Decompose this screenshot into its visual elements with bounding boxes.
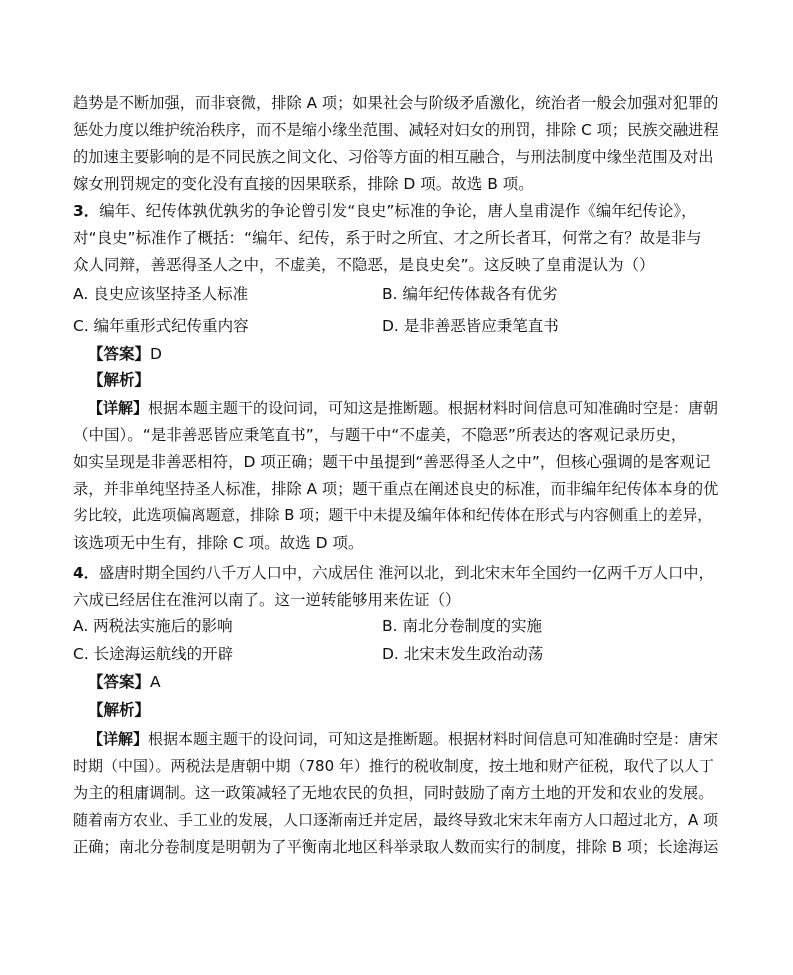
q4-stem-text-1: 盛唐时期全国约八千万人口中，六成居住 淮河以北，到北宋末年全国约一亿两千万人口中， — [98, 564, 714, 582]
q3-answer — [88, 344, 736, 366]
q4-analysis-label — [88, 700, 736, 722]
q3-stem-line-2: 对“良史”标准作了概括：“编年、纪传，系于时之所宜、才之所长者耳，何常之有？故是非与 — [73, 229, 702, 247]
prev-explanation-line-3: 的加速主要影响的是不同民族之间文化、习俗等方面的相互融合，与刑法制度中缘坐范围及对出 — [73, 148, 714, 166]
q4-detail-line-5: 正确；南北分卷制度是明朝为了平衡南北地区科举录取人数而实行的制度，排除 B 项；长途海运 — [73, 838, 719, 856]
q3-stem-line-3: 众人同辩，善恶得圣人之中，不虚美，不隐恶，是良史矣”。这反映了皇甫湜认为（） — [73, 256, 655, 274]
q3-stem-text-1: 编年、纪传体孰优孰劣的争论曾引发“良史”标准的争论，唐人皇甫湜作《编年纪传论》， — [99, 202, 697, 220]
q4-detail-line-4: 随着南方农业、手工业的发展，人口逐渐南迁并定居，最终导致北宋末年南方人口超过北方，A 项 — [73, 811, 719, 829]
q4-detail-line-1 — [88, 729, 721, 751]
q4-stem-line-2: 六成已经居住在淮河以南了。这一逆转能够用来佐证（） — [73, 591, 461, 609]
q4-option-c: C. 长途海运航线的开辟 — [73, 645, 234, 663]
q3-analysis-label — [88, 370, 736, 392]
q3-detail-line-2: （中国）。“是非善恶皆应秉笔直书”，与题干中“不虚美，不隐恶”所表达的客观记录历史， — [73, 426, 687, 444]
q3-option-d: D. 是非善恶皆应秉笔直书 — [382, 317, 559, 335]
q4-stem-line-1 — [73, 563, 721, 585]
q3-stem-line-1 — [73, 201, 721, 223]
q3-option-c: C. 编年重形式纪传重内容 — [73, 317, 249, 335]
q4-answer-label: 【答案】 — [88, 673, 151, 691]
q4-option-d: D. 北宋末发生政治动荡 — [382, 645, 544, 663]
q4-detail-text-1: 根据本题主题干的设问词，可知这是推断题。根据材料时间信息可知准确时空是：唐宋 — [148, 730, 719, 748]
prev-explanation-line-2: 惩处力度以维护统治秩序，而不是缩小缘坐范围、减轻对妇女的刑罚，排除 C 项；民族交融进程 — [73, 121, 719, 139]
prev-explanation-line-4: 嫁女刑罚规定的变化没有直接的因果联系，排除 D 项。故选 B 项。 — [73, 175, 534, 193]
q4-detail-line-2: 时期（中国）。两税法是唐朝中期（780 年）推行的税收制度，按土地和财产征税，取代了以人丁 — [73, 757, 714, 775]
q4-answer — [88, 672, 736, 694]
q4-number: 4． — [73, 564, 99, 582]
q3-detail-line-4: 录，并非单纯坚持圣人标准，排除 A 项；题干重点在阐述良史的标准，而非编年纪传体本身的优 — [73, 480, 719, 498]
prev-explanation-line-1: 趋势是不断加强，而非衰微，排除 A 项；如果社会与阶级矛盾激化，统治者一般会加强对犯罪的 — [73, 94, 719, 112]
q3-detail-line-5: 劣比较，此选项偏离题意，排除 B 项；题干中未提及编年体和纪传体在形式与内容侧重上的差异， — [73, 507, 712, 524]
q4-detail-line-3: 为主的租庸调制。这一政策减轻了无地农民的负担，同时鼓励了南方土地的开发和农业的发展。 — [73, 784, 714, 802]
q4-option-a: A. 两税法实施后的影响 — [73, 617, 233, 635]
q4-answer-value: A — [150, 673, 161, 691]
q3-detail-line-1 — [88, 398, 721, 420]
q3-detail-text-1: 根据本题主题干的设问词，可知这是推断题。根据材料时间信息可知准确时空是：唐朝 — [148, 399, 719, 417]
q3-detail-label: 【详解】 — [88, 399, 149, 417]
q3-option-a: A. 良史应该坚持圣人标准 — [73, 285, 249, 303]
q4-option-b: B. 南北分卷制度的实施 — [382, 617, 542, 635]
q3-analysis-label-text: 【解析】 — [88, 371, 151, 389]
q3-number: 3． — [73, 202, 100, 220]
q3-answer-value: D — [150, 345, 162, 363]
q3-detail-line-3: 如实呈现是非善恶相符，D 项正确；题干中虽提到“善恶得圣人之中”，但核心强调的是客观记 — [73, 453, 711, 471]
q4-analysis-label-text: 【解析】 — [88, 701, 151, 719]
q3-answer-label: 【答案】 — [88, 345, 151, 363]
q3-option-b: B. 编年纪传体裁各有优劣 — [382, 285, 558, 303]
q4-detail-label: 【详解】 — [88, 730, 149, 748]
q3-detail-line-6: 该选项无中生有，排除 C 项。故选 D 项。 — [73, 534, 364, 552]
